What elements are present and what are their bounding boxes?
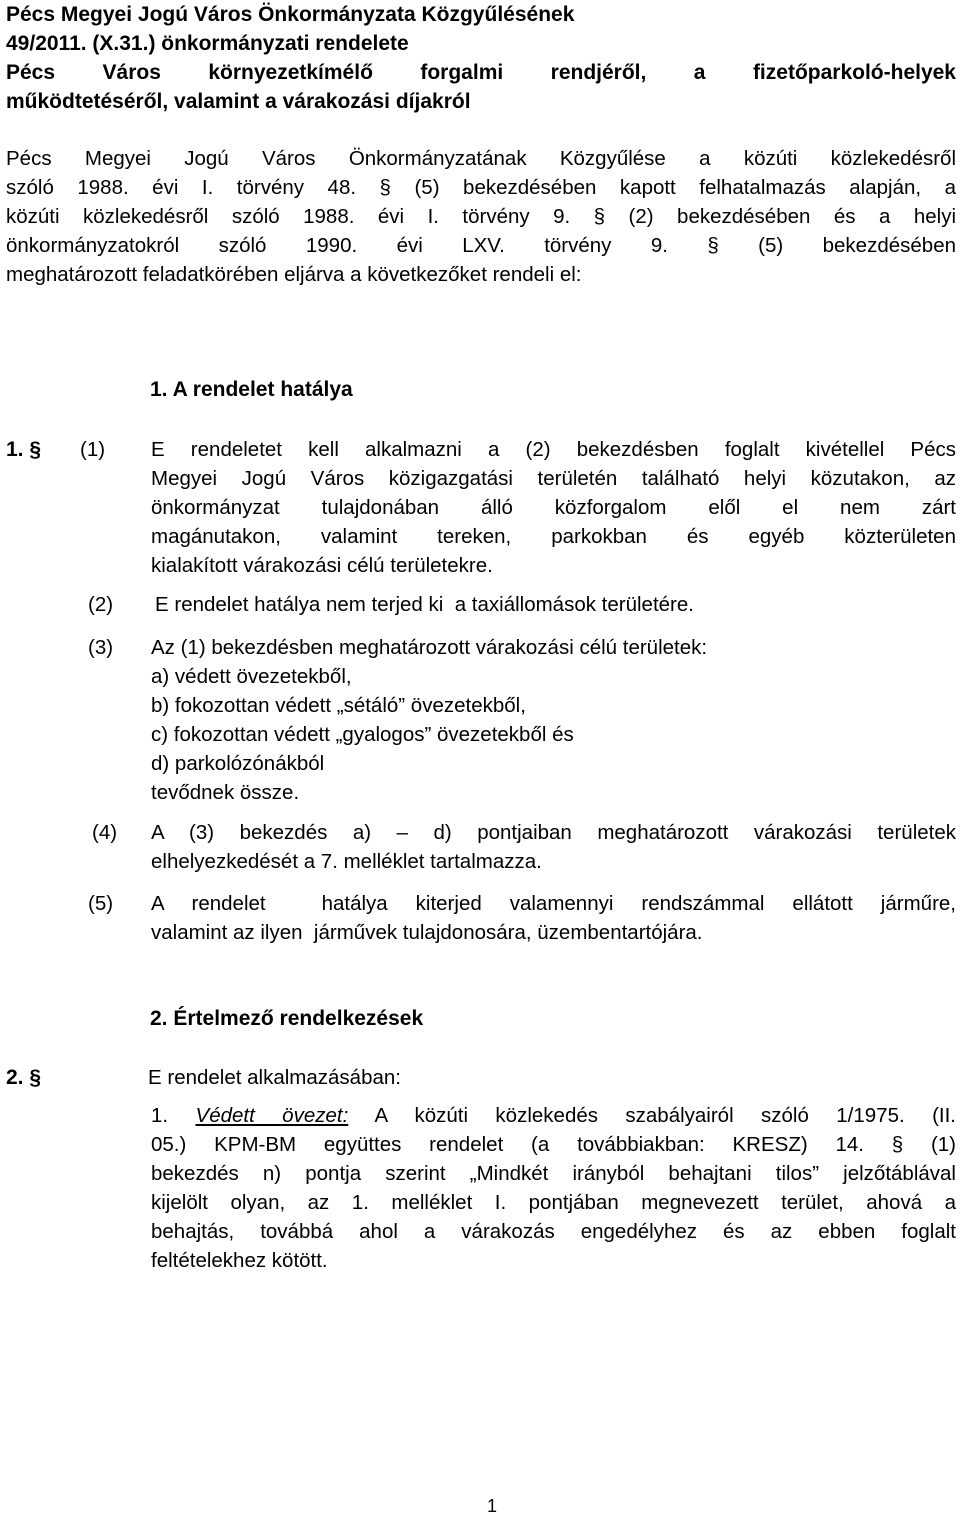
subsection-number: (3) xyxy=(88,636,114,659)
item-number: 1. xyxy=(151,1104,169,1127)
text-line: 05.) KPM-BM együttes rendelet (a továbbiakban: KRESZ) 14. § (1) xyxy=(151,1133,956,1156)
paragraph-number-2: 2. § xyxy=(6,1066,42,1089)
paragraph-number-1: 1. § xyxy=(6,438,42,461)
text-line: kialakított várakozási célú területekre. xyxy=(151,554,493,577)
text-line xyxy=(151,1101,956,1130)
text-line: A (3) bekezdés a) – d) pontjaiban meghatározott várakozási területek xyxy=(151,821,956,844)
page-number: 1 xyxy=(487,1496,498,1516)
title-line-4: működtetéséről, valamint a várakozási díjakról xyxy=(6,90,471,113)
list-item: d) parkolózónákból xyxy=(151,752,325,775)
text-line: tevődnek össze. xyxy=(151,781,300,804)
text-line: önkormányzat tulajdonában álló közforgalom elől el nem zárt xyxy=(151,496,956,519)
text-line: valamint az ilyen járművek tulajdonosára, üzembentartójára. xyxy=(151,921,703,944)
text-fragment: A közúti közlekedés szabályairól szóló 1/1975. (II. xyxy=(374,1104,956,1127)
subsection-2-text: E rendelet hatálya nem terjed ki a taxiállomások területére. xyxy=(155,593,694,616)
text-line: magánutakon, valamint tereken, parkokban és egyéb közterületen xyxy=(151,525,956,548)
section-1-heading: 1. A rendelet hatálya xyxy=(150,378,353,401)
text-line: Az (1) bekezdésben meghatározott várakozási célú területek: xyxy=(151,636,708,659)
text-line: feltételekhez kötött. xyxy=(151,1249,328,1272)
subsection-5-text xyxy=(151,889,956,947)
preamble-line: közúti közlekedésről szóló 1988. évi I. törvény 9. § (2) bekezdésében és a helyi xyxy=(6,205,956,228)
subsection-number: (2) xyxy=(88,593,114,616)
subsection-4-text xyxy=(151,818,956,876)
subsection-number: (5) xyxy=(88,892,114,915)
text-line: Megyei Jogú Város közigazgatási területén található helyi közutakon, az xyxy=(151,467,956,490)
text-line: kijelölt olyan, az 1. melléklet I. pontjában megnevezett terület, ahová a xyxy=(151,1191,956,1214)
preamble-line: szóló 1988. évi I. törvény 48. § (5) bekezdésében kapott felhatalmazás alapján, a xyxy=(6,176,956,199)
text-line: E rendeletet kell alkalmazni a (2) bekezdésben foglalt kivétellel Pécs xyxy=(151,438,956,461)
subsection-1-text xyxy=(151,435,956,580)
list-item: a) védett övezetekből, xyxy=(151,665,352,688)
text-line: A rendelet hatálya kiterjed valamennyi rendszámmal ellátott járműre, xyxy=(151,892,956,915)
definition-item-1 xyxy=(151,1101,956,1275)
subsection-number: (1) xyxy=(80,438,106,461)
preamble-line: önkormányzatokról szóló 1990. évi LXV. törvény 9. § (5) bekezdésében xyxy=(6,234,956,257)
title-line-3: Pécs Város környezetkímélő forgalmi rendjéről, a fizetőparkoló-helyek xyxy=(6,61,956,84)
list-item: c) fokozottan védett „gyalogos” övezetekből és xyxy=(151,723,574,746)
title-line-1: Pécs Megyei Jogú Város Önkormányzata Közgyűlésének xyxy=(6,3,575,26)
subsection-3-text xyxy=(151,633,956,807)
preamble-line: Pécs Megyei Jogú Város Önkormányzatának Közgyűlése a közúti közlekedésről xyxy=(6,147,956,170)
list-item: b) fokozottan védett „sétáló” övezetekből, xyxy=(151,694,526,717)
section-2-heading: 2. Értelmező rendelkezések xyxy=(150,1007,424,1030)
text-line: elhelyezkedését a 7. melléklet tartalmazza. xyxy=(151,850,542,873)
title-line-2: 49/2011. (X.31.) önkormányzati rendelete xyxy=(6,32,409,55)
document-title xyxy=(6,0,956,116)
preamble xyxy=(6,144,956,289)
section-2-intro: E rendelet alkalmazásában: xyxy=(148,1066,401,1089)
text-line: behajtás, továbbá ahol a várakozás engedélyhez és az ebben foglalt xyxy=(151,1220,956,1243)
preamble-line: meghatározott feladatkörében eljárva a következőket rendeli el: xyxy=(6,263,582,286)
defined-term: Védett övezet: xyxy=(195,1104,349,1127)
subsection-number: (4) xyxy=(92,821,118,844)
text-line: bekezdés n) pontja szerint „Mindkét irányból behajtani tilos” jelzőtáblával xyxy=(151,1162,956,1185)
